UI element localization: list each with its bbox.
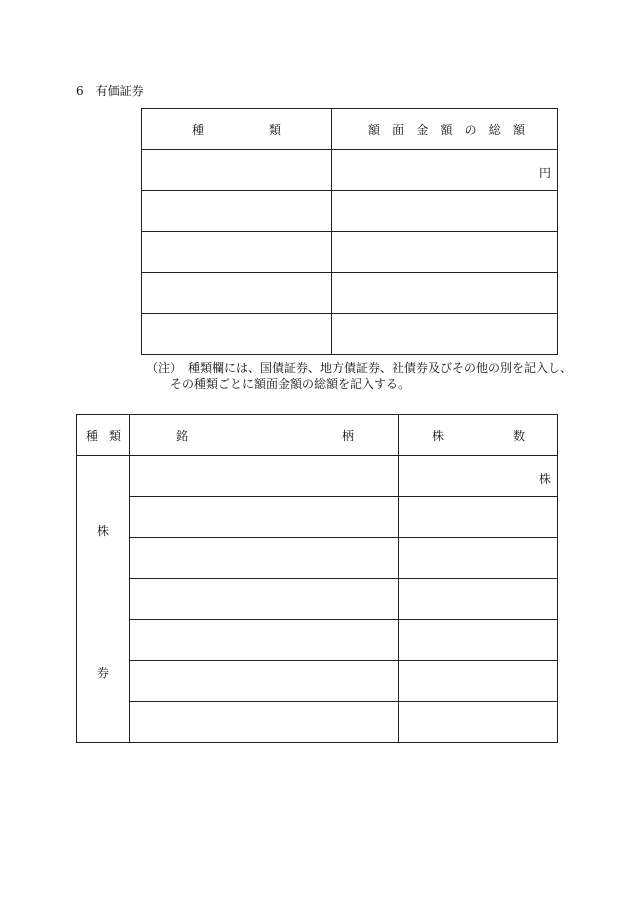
brand-cell[interactable] [130,620,399,661]
brand-cell[interactable] [130,661,399,702]
note [146,360,572,392]
header-amount-char: 総 [488,122,501,137]
side-label-bottom: 券 [96,666,109,680]
section-number: 6 [76,84,84,98]
table-row [77,497,558,538]
type-cell[interactable] [142,232,332,273]
brand-cell[interactable] [130,538,399,579]
count-cell[interactable] [399,620,558,661]
section-title [76,84,144,98]
note-line-2: その種類ごとに額面金額の総額を記入する。 [170,377,411,391]
brand-cell[interactable] [130,702,399,743]
amount-cell[interactable] [332,314,558,355]
header-amount-char: 額 [512,122,525,137]
stock-certificate-label [77,456,130,743]
type-cell[interactable] [142,273,332,314]
brand-cell[interactable] [130,497,399,538]
header-brand-char: 柄 [341,428,354,443]
header-count-char: 数 [512,428,525,443]
securities-table [141,108,558,355]
type-cell[interactable] [142,314,332,355]
header-brand [130,415,399,456]
header-amount-char: 額 [368,122,381,137]
header-brand-char: 銘 [176,428,189,443]
securities-header-row [142,109,558,150]
type-cell[interactable] [142,191,332,232]
header-face-amount-total [332,109,558,150]
unit-shares: 株 [538,472,551,486]
count-cell[interactable] [399,702,558,743]
side-label-top: 株 [96,524,109,538]
count-cell[interactable] [399,497,558,538]
type-cell[interactable] [142,150,332,191]
header-type-char: 類 [268,122,281,137]
table-row [142,273,558,314]
count-cell[interactable] [399,538,558,579]
header-type-char: 種 [86,428,99,443]
table-row [77,538,558,579]
stock-table [76,414,558,743]
section-title-text: 有価証券 [95,84,144,98]
table-row [77,620,558,661]
table-row [77,661,558,702]
table-row [77,579,558,620]
header-amount-char: の [464,122,477,137]
header-type [142,109,332,150]
header-type [77,415,130,456]
amount-cell[interactable] [332,273,558,314]
header-share-count [399,415,558,456]
table-row [77,456,558,497]
header-amount-char: 金 [416,122,429,137]
count-cell[interactable] [399,661,558,702]
header-amount-char: 面 [392,122,405,137]
brand-cell[interactable] [130,579,399,620]
unit-yen: 円 [538,166,551,180]
header-amount-char: 額 [440,122,453,137]
header-type-char: 種 [192,122,205,137]
header-count-char: 株 [432,428,445,443]
table-row [77,702,558,743]
amount-cell[interactable] [332,191,558,232]
stock-header-row [77,415,558,456]
brand-cell[interactable] [130,456,399,497]
table-row [142,150,558,191]
table-row [142,191,558,232]
amount-cell[interactable] [332,150,558,191]
count-cell[interactable] [399,579,558,620]
note-line-1: （注） 種類欄には、国債証券、地方債証券、社債券及びその他の別を記入し、 [146,361,573,375]
table-row [142,314,558,355]
header-type-char: 類 [108,428,121,443]
table-row [142,232,558,273]
count-cell[interactable] [399,456,558,497]
amount-cell[interactable] [332,232,558,273]
